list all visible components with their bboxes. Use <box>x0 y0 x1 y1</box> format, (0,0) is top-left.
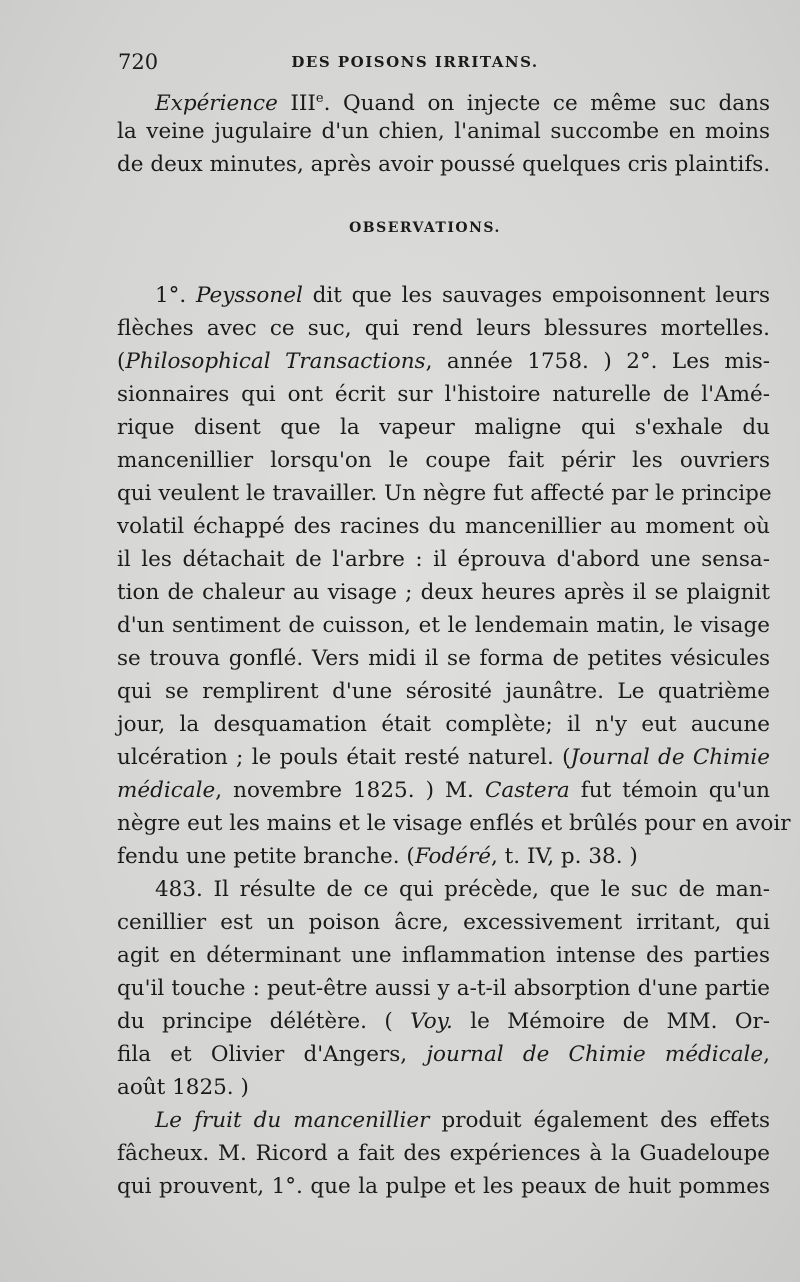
observations-paragraph <box>117 279 791 873</box>
text-line: d'un sentiment de cuisson, et le lendemain matin, le visage <box>117 613 770 638</box>
page-header <box>0 50 800 76</box>
text-line: flèches avec ce suc, qui rend leurs blessures mortelles. <box>117 316 770 341</box>
running-title: DES POISONS IRRITANS. <box>291 53 539 71</box>
text-line: nègre eut les mains et le visage enflés et brûlés pour en avoir <box>117 811 791 836</box>
paragraph-fruit <box>117 1104 770 1203</box>
text-line: cenillier est un poison âcre, excessivement irritant, qui <box>117 910 770 935</box>
text-line: fila et Olivier d'Angers, journal de Chimie médicale, <box>117 1042 770 1067</box>
text-line: août 1825. ) <box>117 1075 249 1100</box>
text-line: du principe délétère. ( Voy. le Mémoire de MM. Or- <box>117 1009 770 1034</box>
text-line: Expérience IIIe. Quand on injecte ce même suc dans <box>155 91 770 117</box>
experiment-paragraph <box>117 82 770 181</box>
text-line: qui prouvent, 1°. que la pulpe et les peaux de huit pommes <box>117 1174 770 1199</box>
text-line: qui se remplirent d'une sérosité jaunâtre. Le quatrième <box>117 679 770 704</box>
text-line: Le fruit du mancenillier produit également des effets <box>155 1108 770 1133</box>
text-line: la veine jugulaire d'un chien, l'animal succombe en moins <box>117 119 770 144</box>
text-line: volatil échappé des racines du mancenillier au moment où <box>117 514 770 539</box>
text-line: fendu une petite branche. (Fodéré, t. IV, p. 38. ) <box>117 844 638 869</box>
text-line: rique disent que la vapeur maligne qui s'exhale du <box>117 415 770 440</box>
text-line: mancenillier lorsqu'on le coupe fait périr les ouvriers <box>117 448 770 473</box>
text-line: jour, la desquamation était complète; il n'y eut aucune <box>117 712 770 737</box>
text-line: 1°. Peyssonel dit que les sauvages empoisonnent leurs <box>155 283 770 308</box>
text-line: fâcheux. M. Ricord a fait des expériences à la Guadeloupe <box>117 1141 770 1166</box>
page-number: 720 <box>118 50 159 74</box>
text-line: sionnaires qui ont écrit sur l'histoire naturelle de l'Amé- <box>117 382 770 407</box>
paragraph-483 <box>117 873 770 1104</box>
text-line: il les détachait de l'arbre : il éprouva d'abord une sensa- <box>117 547 770 572</box>
text-line: médicale, novembre 1825. ) M. Castera fut témoin qu'un <box>117 778 770 803</box>
text-line: agit en déterminant une inflammation intense des parties <box>117 943 770 968</box>
text-line: de deux minutes, après avoir poussé quelques cris plaintifs. <box>117 152 771 177</box>
text-line: se trouva gonflé. Vers midi il se forma de petites vésicules <box>117 646 770 671</box>
text-line: tion de chaleur au visage ; deux heures après il se plaignit <box>117 580 770 605</box>
text-line: 483. Il résulte de ce qui précède, que le suc de man- <box>155 877 770 902</box>
text-line: (Philosophical Transactions, année 1758. ) 2°. Les mis- <box>117 349 770 374</box>
section-heading: OBSERVATIONS. <box>349 220 501 236</box>
text-line: qui veulent le travailler. Un nègre fut affecté par le principe <box>117 481 772 506</box>
text-line: qu'il touche : peut-être aussi y a-t-il absorption d'une partie <box>117 976 770 1001</box>
text-line: ulcération ; le pouls était resté naturel. (Journal de Chimie <box>117 745 770 770</box>
